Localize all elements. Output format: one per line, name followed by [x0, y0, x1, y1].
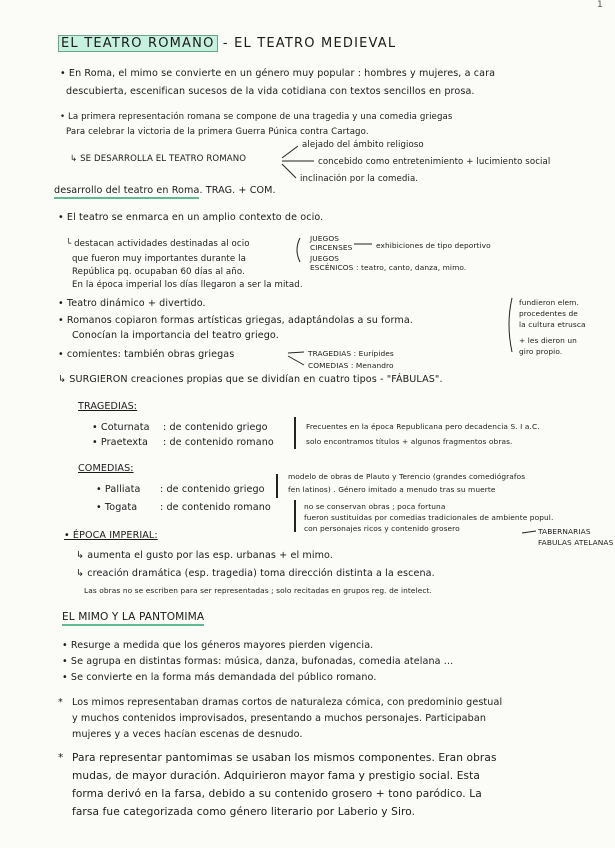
s2-p2-line1: Para representar pantomimas se usaban los mismos componentes. Eran obras [72, 752, 497, 764]
comedia-togata-name: • Togata [96, 502, 138, 513]
s2-bullet3: • Se convierte en la forma más demandada del público romano. [62, 672, 377, 683]
epoca-line2: ↳ creación dramática (esp. tragedia) toma dirección distinta a la escena. [76, 568, 435, 579]
epoca-line3: Las obras no se escriben para ser representadas ; solo recitadas en grupos reg. de intelect. [84, 586, 432, 595]
s2-p1-line1: Los mimos representaban dramas cortos de naturaleza cómica, con predominio gestual [72, 697, 503, 708]
p2-branch-2: concebido como entretenimiento + lucimiento social [318, 157, 551, 167]
ocio-desc-circenses: exhibiciones de tipo deportivo [376, 241, 491, 250]
ocio-brace [297, 238, 300, 262]
s2-star1: * [58, 697, 63, 708]
epoca-line1: ↳ aumenta el gusto por las esp. urbanas + el mimo. [76, 550, 333, 561]
epoca-imperial-label: • ÉPOCA IMPERIAL: [64, 530, 158, 541]
tragedia-coturnata-desc: : de contenido griego [163, 422, 268, 433]
p2-line1: • La primera representación romana se compone de una tragedia y una comedia griegas [60, 112, 453, 122]
togata-branch-1: TABERNARIAS [538, 527, 591, 536]
p3-line5: En la época imperial los días llegaron a ser la mitad. [72, 280, 303, 290]
p6-branch-tragedias: TRAGEDIAS : Eurípides [308, 349, 394, 358]
ocio-desc-escenicos: : teatro, canto, danza, mimo. [356, 263, 467, 272]
p2-arrow-line: ↳ SE DESARROLLA EL TEATRO ROMANO [70, 154, 247, 164]
palliata-note-2: fen latinos) . Género imitado a menudo tras su muerte [288, 485, 496, 494]
p4-line: • Teatro dinámico + divertido. [58, 298, 206, 309]
desarrollo-heading-main: desarrollo del teatro en Roma [54, 185, 199, 199]
side-note-2: procedentes de [519, 309, 578, 318]
tragedia-praetexta-desc: : de contenido romano [163, 437, 274, 448]
p1-line2: descubierta, escenifican sucesos de la vida cotidiana con textos sencillos en prosa. [66, 86, 475, 97]
tragedias-note-1: Frecuentes en la época Republicana pero decadencia S. I a.C. [306, 422, 540, 431]
p1-line1: • En Roma, el mimo se convierte en un género muy popular : hombres y mujeres, a cara [60, 68, 496, 79]
s2-p2-line2: mudas, de mayor duración. Adquirieron mayor fama y prestigio social. Esta [72, 770, 480, 782]
p3-line4: República pq. ocupaban 60 días al año. [72, 267, 245, 277]
s2-bullet2: • Se agrupa en distintas formas: música, danza, bufonadas, comedia atelana ... [62, 656, 454, 667]
tragedias-label: TRAGEDIAS: [78, 401, 138, 412]
p3-line3: que fueron muy importantes durante la [72, 254, 246, 264]
palliata-bracket [276, 474, 278, 498]
ocio-item-circenses: JUEGOS CIRCENSES [310, 234, 353, 252]
s2-p2-line3: forma derivó en la farsa, debido a su contenido grosero + tono paródico. La [72, 788, 482, 800]
p2-line2: Para celebrar la victoria de la primera Guerra Púnica contra Cartago. [66, 127, 369, 137]
tragedias-note-2: solo encontramos títulos + algunos fragmentos obras. [306, 437, 513, 446]
p3-line2: └ destacan actividades destinadas al ocio [66, 239, 250, 249]
s2-bullet1: • Resurge a medida que los géneros mayores pierden vigencia. [62, 640, 374, 651]
comedia-palliata-desc: : de contenido griego [160, 484, 265, 495]
tragedia-coturnata-name: • Coturnata [92, 422, 150, 433]
p6-line: • comientes: también obras griegas [58, 349, 235, 360]
desarrollo-heading-tail: . TRAG. + COM. [199, 185, 276, 196]
ocio-item-escenicos: JUEGOS ESCÉNICOS [310, 254, 354, 272]
togata-note-2: fueron sustituidas por comedias tradicionales de ambiente popul. [304, 513, 554, 522]
p3-line1: • El teatro se enmarca en un amplio contexto de ocio. [58, 212, 324, 223]
s2-star2: * [58, 752, 64, 764]
s2-p1-line3: mujeres y a veces hacían escenas de desnudo. [72, 729, 303, 740]
tragedias-bracket [294, 417, 296, 449]
togata-note-3: con personajes ricos y contenido grosero [304, 524, 460, 533]
page-number: 1 [597, 0, 603, 10]
tragedia-praetexta-name: • Praetexta [92, 437, 148, 448]
desarrollo-heading [54, 185, 276, 197]
side-brace [509, 298, 512, 352]
side-note-5: giro propio. [519, 347, 563, 356]
p2-branch-3: inclinación por la comedia. [300, 174, 419, 184]
section2-title-text: EL MIMO Y LA PANTOMIMA [62, 611, 204, 626]
arrow-branch-3 [282, 164, 296, 178]
section2-title [62, 611, 204, 624]
comedia-palliata-name: • Palliata [96, 484, 141, 495]
p5-line1: • Romanos copiaron formas artísticas griegas, adaptándolas a su forma. [58, 315, 413, 326]
p7-line: ↳ SURGIERON creaciones propias que se dividían en cuatro tipos - "FÁBULAS". [58, 374, 443, 385]
title-part1: EL TEATRO ROMANO [58, 35, 218, 52]
p6-arrow-1 [288, 352, 304, 353]
page-title [58, 36, 396, 51]
arrow-branch-1 [282, 146, 298, 158]
p2-branch-1: alejado del ámbito religioso [302, 140, 424, 150]
side-note-1: fundieron elem. [519, 298, 579, 307]
p5-line2: Conocían la importancia del teatro griego. [72, 330, 279, 341]
side-note-4: + les dieron un [519, 336, 577, 345]
title-part2: - EL TEATRO MEDIEVAL [222, 36, 397, 51]
palliata-note-1: modelo de obras de Plauto y Terencio (grandes comediógrafos [288, 472, 526, 481]
comedia-togata-desc: : de contenido romano [160, 502, 271, 513]
togata-note-1: no se conservan obras ; poca fortuna [304, 502, 446, 511]
s2-p1-line2: y muchos contenidos improvisados, presentando a muchos personajes. Participaban [72, 713, 487, 724]
side-note-3: la cultura etrusca [519, 320, 586, 329]
p6-arrow-2 [288, 356, 304, 365]
s2-p2-line4: farsa fue categorizada como género literario por Laberio y Siro. [72, 806, 416, 818]
togata-bracket [294, 500, 296, 532]
comedias-label: COMEDIAS: [78, 463, 134, 474]
togata-branch-2: FABULAS ATELANAS [538, 538, 614, 547]
togata-arrow [522, 531, 536, 533]
p6-branch-comedias: COMEDIAS : Menandro [308, 361, 394, 370]
